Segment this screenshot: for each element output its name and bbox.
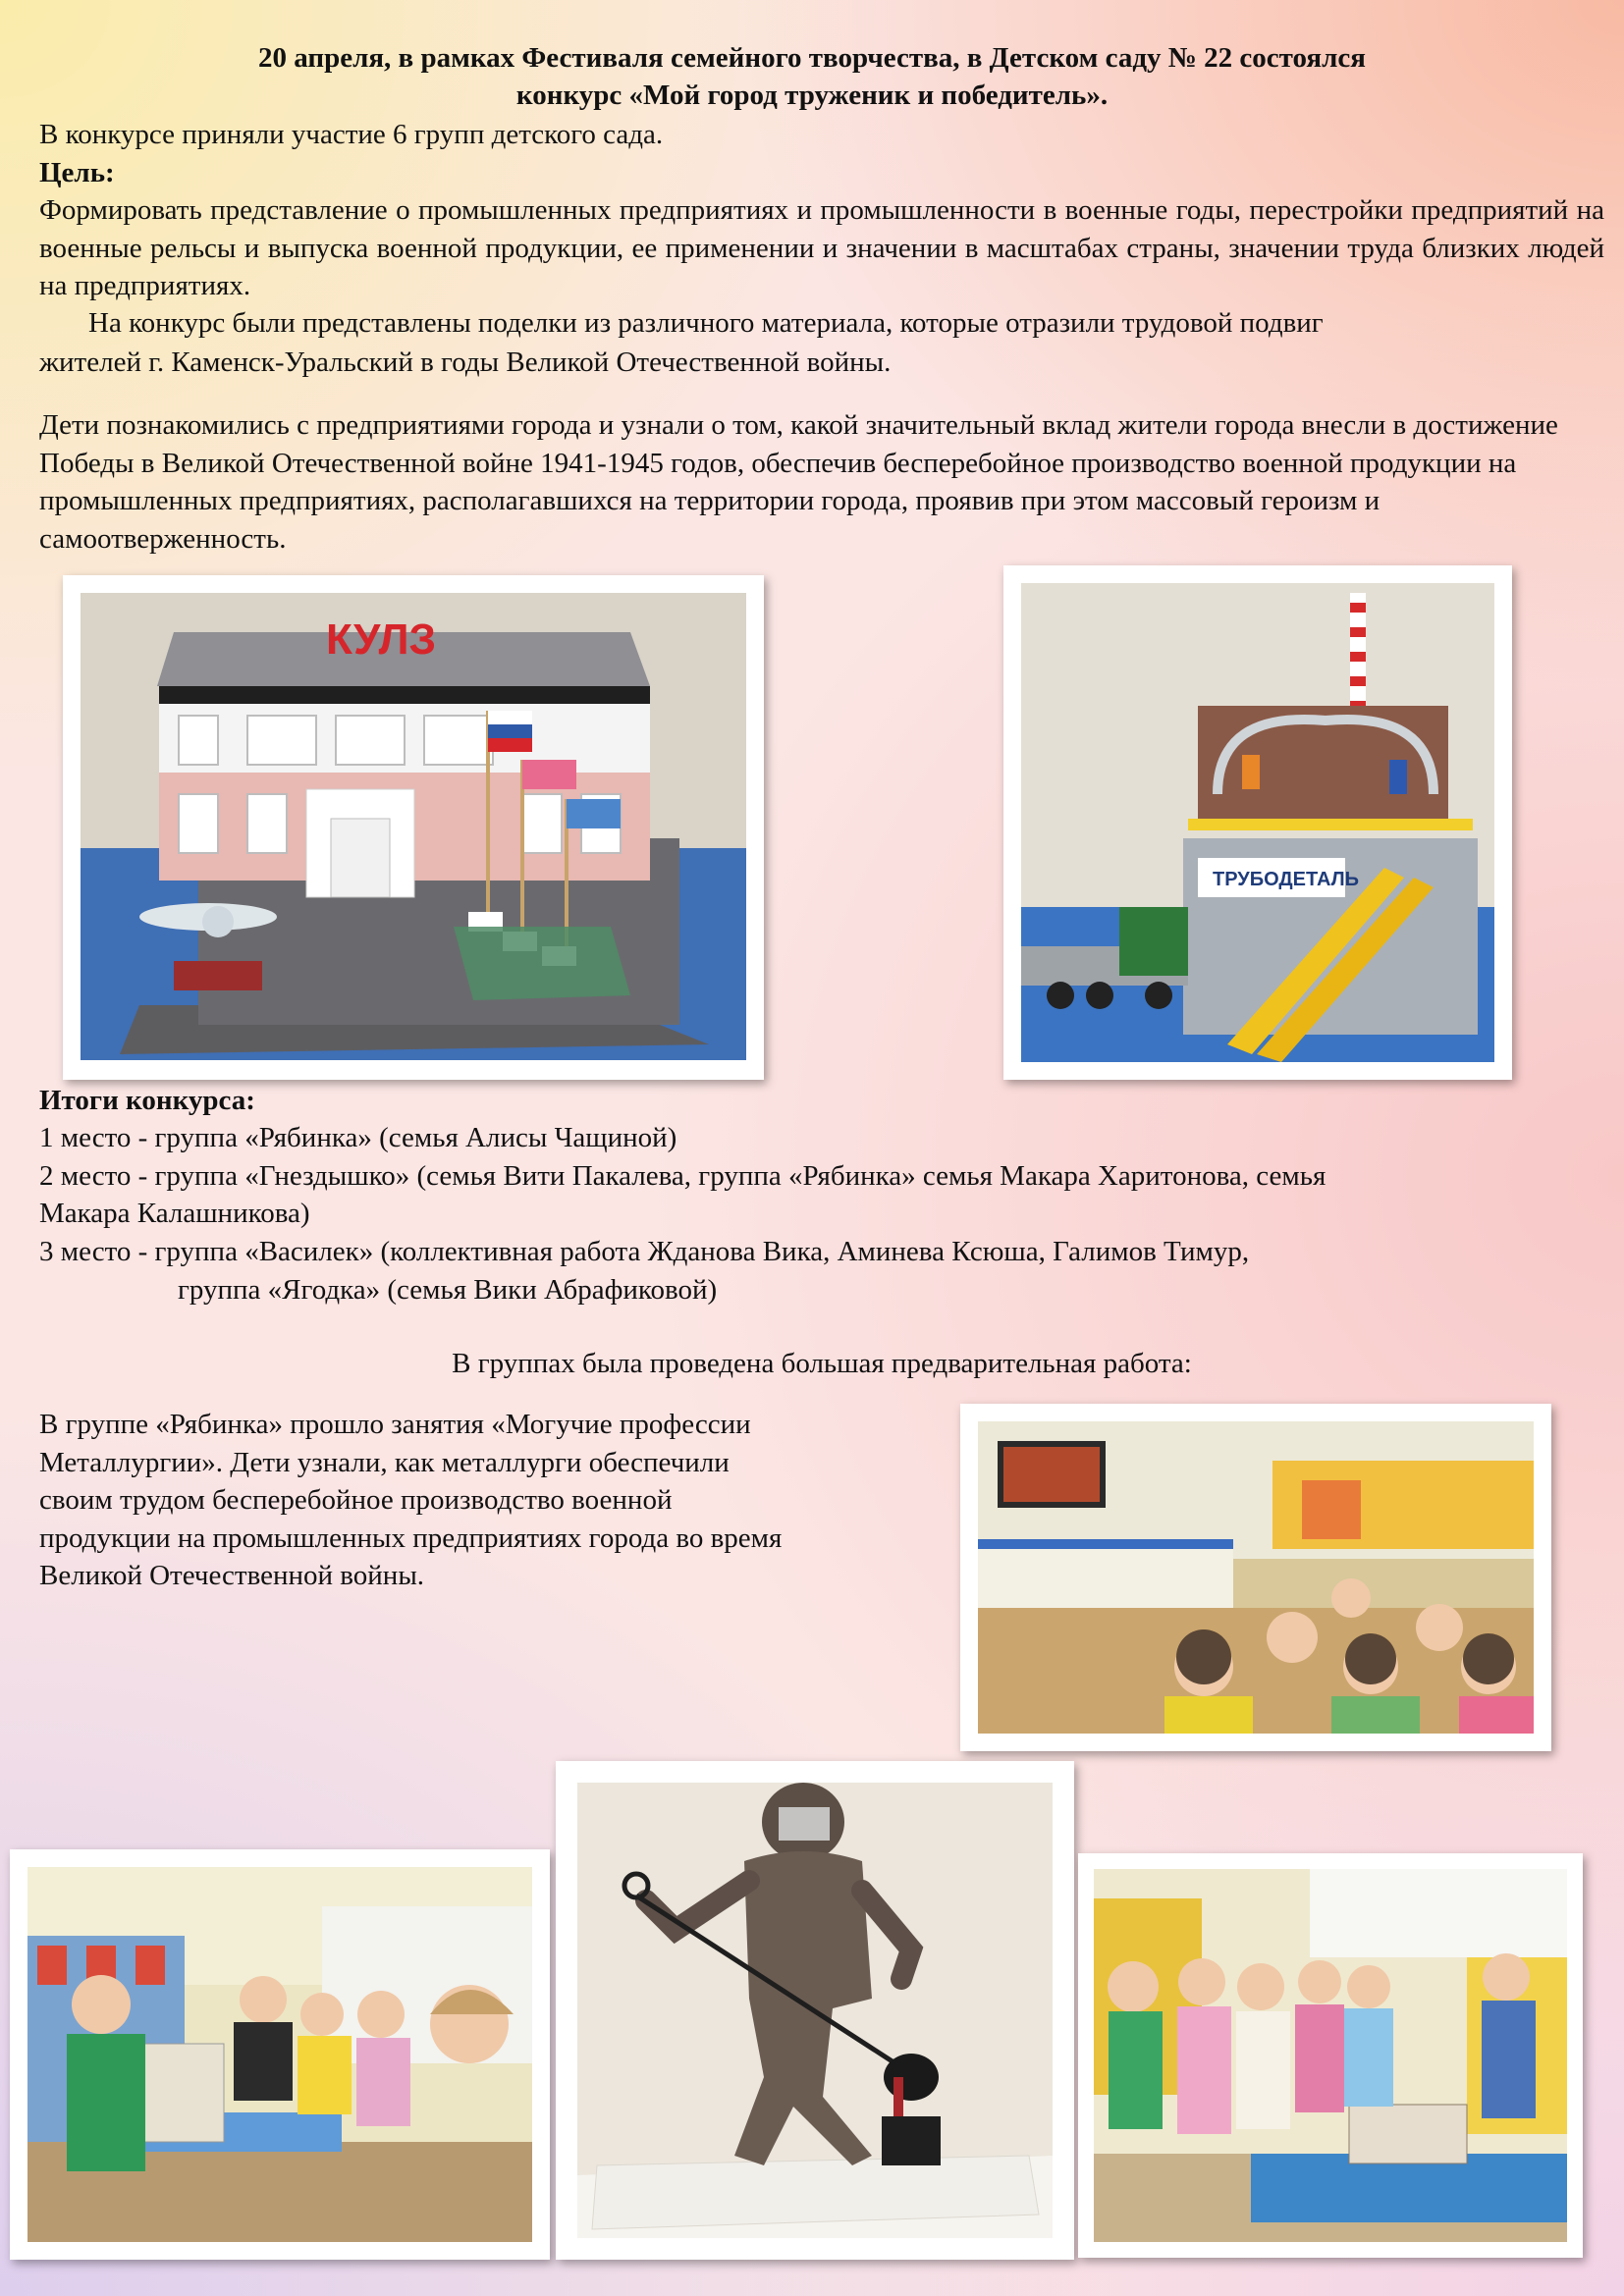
goal-label: Цель: [39, 157, 115, 188]
prework-paragraph [39, 1406, 943, 1595]
crafts-text-line-2: жителей г. Каменск-Уральский в годы Великой Отечественной войны. [39, 347, 892, 378]
results-heading: Итоги конкурса: [39, 1085, 255, 1116]
children-text: Дети познакомились с предприятиями города и узнали о том, какой значительный вклад жители города внесли в достижение Победы в Великой Отечественной войне 1941-1945 годов, обеспечив бесперебойное производство военной продукции на промышленных предприятиях, располагавшихся на территории города, проявив при этом массовый героизм и самоотверженность. [39, 409, 1558, 555]
photo-trubodetal-model [1003, 565, 1512, 1080]
page-title [39, 39, 1585, 114]
children-table-image [1094, 1869, 1567, 2242]
photo-children-table [1078, 1853, 1583, 2258]
kulz-sign: КУЛЗ [326, 615, 437, 664]
title-line-1: 20 апреля, в рамках Фестиваля семейного творчества, в Детском саду № 22 состоялся [258, 42, 1366, 74]
prework-line-5: Великой Отечественной войны. [39, 1560, 425, 1591]
photo-children-model [10, 1849, 550, 2260]
photo-metallurgist-figure [556, 1761, 1074, 2260]
result-place-3-line-2: группа «Ягодка» (семья Вики Абрафиковой) [178, 1274, 718, 1306]
children-model-image [27, 1867, 532, 2242]
goal-text: Формировать представление о промышленных предприятиях и промышленности в военные годы, перестройки предприятий на военные рельсы и выпуска военной продукции, ее применении и значении в масштабах страны, значении труда близких людей на предприятиях. [39, 194, 1604, 301]
photo-classroom-lesson [960, 1404, 1551, 1751]
participants-text: В конкурсе приняли участие 6 групп детского сада. [39, 119, 664, 150]
prework-line-4: продукции на промышленных предприятиях города во время [39, 1522, 783, 1554]
prework-heading: В группах была проведена большая предварительная работа: [452, 1348, 1192, 1379]
kulz-model-image [81, 593, 746, 1060]
result-place-2-line-2: Макара Калашникова) [39, 1198, 310, 1229]
trubodetal-sign: ТРУБОДЕТАЛЬ [1213, 869, 1360, 890]
prework-line-1: В группе «Рябинка» прошло занятия «Могучие профессии [39, 1409, 751, 1440]
photo-kulz-model [63, 575, 764, 1080]
prework-line-3: своим трудом бесперебойное производство военной [39, 1484, 673, 1516]
trubodetal-model-image [1021, 583, 1494, 1062]
prework-line-2: Металлургии». Дети узнали, как металлурги обеспечили [39, 1446, 730, 1478]
title-line-2: конкурс «Мой город труженик и победитель». [515, 80, 1109, 111]
result-place-2-line-1: 2 место - группа «Гнездышко» (семья Вити Пакалева, группа «Рябинка» семья Макара Харитонова, семья [39, 1160, 1326, 1192]
result-place-1: 1 место - группа «Рябинка» (семья Алисы Чащиной) [39, 1122, 677, 1153]
crafts-text-line-1: На конкурс были представлены поделки из различного материала, которые отразили трудовой подвиг [88, 307, 1324, 339]
result-place-3-line-1: 3 место - группа «Василек» (коллективная работа Жданова Вика, Аминева Ксюша, Галимов Тимур, [39, 1236, 1250, 1267]
classroom-lesson-image [978, 1421, 1534, 1734]
metallurgist-figure-image [577, 1783, 1053, 2238]
